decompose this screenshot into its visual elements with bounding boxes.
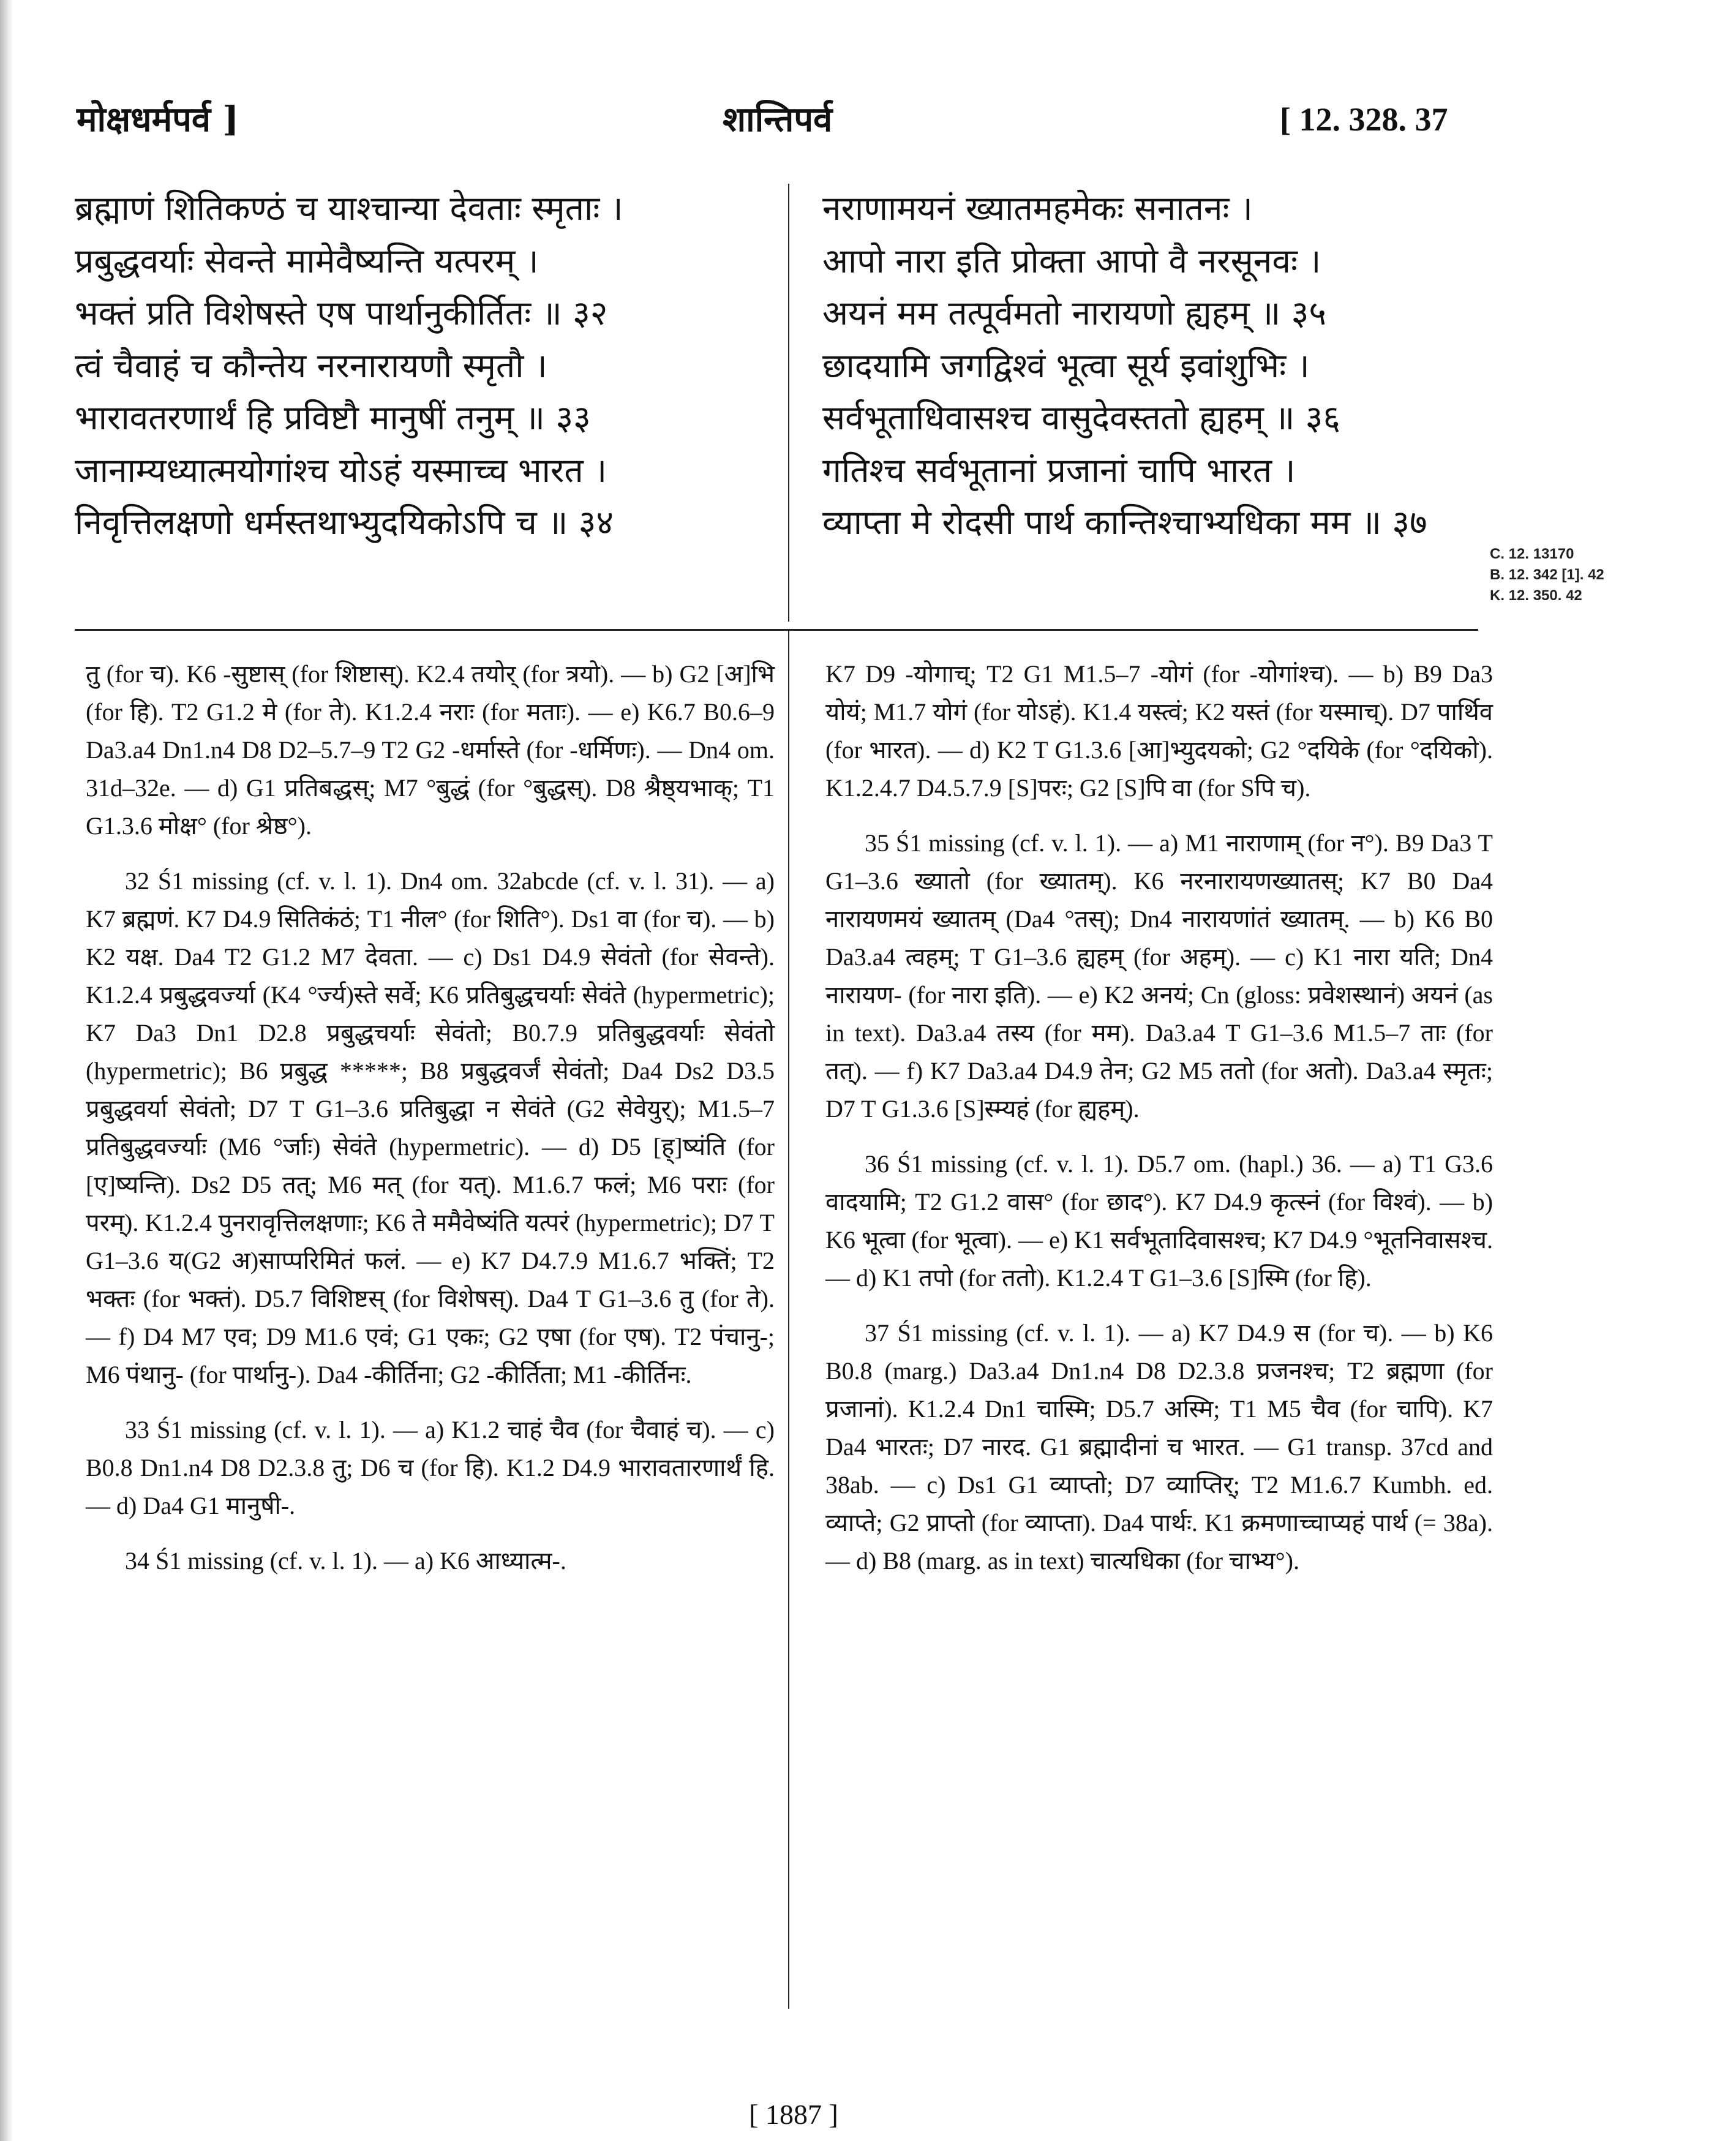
verse-line: भक्तं प्रति विशेषस्ते एष पार्थानुकीर्तितः ॥ ३२: [75, 293, 608, 333]
apparatus-column-right: [825, 655, 1493, 1597]
verse-line: व्याप्ता मे रोदसी पार्थ कान्तिश्चाभ्यधिका मम ॥ ३७: [822, 503, 1427, 542]
notes-column-divider: [788, 631, 789, 2009]
verse-line: छादयामि जगद्विश्वं भूत्वा सूर्य इवांशुभिः ।: [822, 345, 1310, 385]
verse-line: भारावतरणार्थं हि प्रविष्टौ मानुषीं तनुम् ॥ ३३: [75, 398, 591, 437]
apparatus-note: तु (for च). K6 -सुष्टास् (for शिष्टास्). K2.4 तयोर् (for त्रयो). — b) G2 [अ]भि (for हि). T2 G1.2 मे (for ते). K1.2.4 नराः (for मताः). — e) K6.7 B0.6–9 Da3.a4 Dn1.n4 D8 D2–5.7–9 T2 G2 -धर्मास्ते (for -धर्मिणः). — Dn4 om. 31d–32e. — d) G1 प्रतिबद्धस्; M7 °बुद्धं (for °बुद्धस्). D8 श्रैष्ठ्यभाक्; T1 G1.3.6 मोक्ष° (for श्रेष्ठ°).: [86, 660, 775, 840]
page-number: [ 1887 ]: [749, 2099, 838, 2130]
apparatus-note: 35 Ś1 missing (cf. v. l. 1). — a) M1 नाराणाम् (for न°). B9 Da3 T G1–3.6 ख्यातो (for ख्यातम्). K6 नरनारायणख्यातस्; K7 B0 Da4 नारायणमयं ख्यातम् (Da4 °तस्); Dn4 नारायणांतं ख्यातम्. — b) K6 B0 Da3.a4 त्वहम्; T G1–3.6 ह्यहम् (for अहम्). — c) K1 नारा यति; Dn4 नारायण- (for नारा इति). — e) K2 अनयं; Cn (gloss: प्रवेशस्थानं) अयनं (as in text). Da3.a4 तस्य (for मम). Da3.a4 T G1–3.6 M1.5–7 ताः (for तत्). — f) K7 Da3.a4 D4.9 तेन; G2 M5 ततो (for अतो). Da3.a4 स्मृतः; D7 T G1.3.6 [S]स्म्यहं (for ह्यहम्).: [825, 829, 1493, 1123]
verse-column-right: [822, 182, 1582, 549]
verse-line: जानाम्यध्यात्मयोगांश्च योऽहं यस्माच्च भारत ।: [75, 450, 607, 490]
running-head-right: [ 12. 328. 37: [1280, 101, 1448, 138]
verse-line: प्रबुद्धवर्याः सेवन्ते मामेवैष्यन्ति यत्परम् ।: [75, 241, 539, 280]
running-head-left: मोक्षधर्मपर्व ]: [77, 99, 239, 140]
verse-line: निवृत्तिलक्षणो धर्मस्तथाभ्युदयिकोऽपि च ॥ ३४: [75, 503, 614, 542]
verse-line: ब्रह्माणं शितिकण्ठं च याश्चान्या देवताः स्मृताः ।: [75, 189, 623, 228]
cross-reference: K. 12. 350. 42: [1490, 587, 1582, 604]
apparatus-column-left: [86, 655, 775, 1597]
text-notes-separator: [75, 629, 1478, 631]
verse-line: गतिश्च सर्वभूतानां प्रजानां चापि भारत ।: [822, 450, 1296, 490]
cross-reference: C. 12. 13170: [1490, 546, 1574, 562]
verse-line: सर्वभूताधिवासश्च वासुदेवस्ततो ह्यहम् ॥ ३६: [822, 398, 1340, 437]
verse-column-divider: [788, 184, 789, 622]
verse-line: त्वं चैवाहं च कौन्तेय नरनारायणौ स्मृतौ ।: [75, 345, 547, 385]
apparatus-note: 36 Ś1 missing (cf. v. l. 1). D5.7 om. (hapl.) 36. — a) T1 G3.6 वादयामि; T2 G1.2 वास° (for छाद°). K7 D4.9 कृत्स्नं (for विश्वं). — b) K6 भूत्वा (for भूत्वा). — e) K1 सर्वभूतादिवासश्च; K7 D4.9 °भूतनिवासश्च. — d) K1 तपो (for ततो). K1.2.4 T G1–3.6 [S]स्मि (for हि).: [825, 1150, 1493, 1292]
apparatus-note: 33 Ś1 missing (cf. v. l. 1). — a) K1.2 चाहं चैव (for चैवाहं च). — c) B0.8 Dn1.n4 D8 D2.3.8 तु; D6 च (for हि). K1.2 D4.9 भारावतारणार्थं हि. — d) Da4 G1 मानुषी-.: [86, 1416, 775, 1519]
apparatus-note: 32 Ś1 missing (cf. v. l. 1). Dn4 om. 32abcde (cf. v. l. 31). — a) K7 ब्रह्मणं. K7 D4.9 सितिकंठं; T1 नील° (for शिति°). Ds1 वा (for च). — b) K2 यक्ष. Da4 T2 G1.2 M7 देवता. — c) Ds1 D4.9 सेवंतो (for सेवन्ते). K1.2.4 प्रबुद्धवर्ज्या (K4 °र्ज्य)स्ते सर्वे; K6 प्रतिबुद्धचर्याः सेवंते (hypermetric); K7 Da3 Dn1 D2.8 प्रबुद्धचर्याः सेवंतो; B0.7.9 प्रतिबुद्धवर्याः सेवंतो (hypermetric); B6 प्रबुद्ध *****; B8 प्रबुद्धवर्जं सेवंतो; Da4 Ds2 D3.5 प्रबुद्धवर्या सेवंतो; D7 T G1–3.6 प्रतिबुद्धा न सेवंते (G2 सेवेयुर्); M1.5–7 प्रतिबुद्धवर्ज्याः (M6 °र्जाः) सेवंते (hypermetric). — d) D5 [ह्]ष्यंति (for [ए]ष्यन्ति). Ds2 D5 तत्; M6 मत् (for यत्). M1.6.7 फलं; M6 पराः (for परम्). K1.2.4 पुनरावृत्तिलक्षणाः; K6 ते ममैवेष्यंति यत्परं (hypermetric); D7 T G1–3.6 य(G2 अ)साप्परिमितं फलं. — e) K7 D4.7.9 M1.6.7 भक्तिं; T2 भक्तः (for भक्तं). D5.7 विशिष्टस् (for विशेषस्). Da4 T G1–3.6 तु (for ते). — f) D4 M7 एव; D9 M1.6 एवं; G1 एकः; G2 एषा (for एष). T2 पंचानु-; M6 पंथानु- (for पार्थानु-). Da4 -कीर्तिना; G2 -कीर्तिता; M1 -कीर्तिनः.: [86, 867, 775, 1388]
apparatus-note: 37 Ś1 missing (cf. v. l. 1). — a) K7 D4.9 स (for च). — b) K6 B0.8 (marg.) Da3.a4 Dn1.n4 D8 D2.3.8 प्रजनश्च; T2 ब्रह्मणा (for प्रजानां). K1.2.4 Dn1 चास्मि; D5.7 अस्मि; T1 M5 चैव (for चापि). K7 Da4 भारतः; D7 नारद. G1 ब्रह्मादीनां च भारत. — G1 transp. 37cd and 38ab. — c) Ds1 G1 व्याप्तो; D7 व्याप्तिर्; T2 M1.6.7 Kumbh. ed. व्याप्ते; G2 प्राप्तो (for व्याप्ता). Da4 पार्थः. K1 क्रमणाच्चाप्यहं पार्थ (= 38a). — d) B8 (marg. as in text) चात्यधिका (for चाभ्य°).: [825, 1319, 1493, 1575]
apparatus-note: K7 D9 -योगाच्; T2 G1 M1.5–7 -योगं (for -योगांश्च). — b) B9 Da3 योयं; M1.7 योगं (for योऽहं). K1.4 यस्त्वं; K2 यस्तं (for यस्माच्). D7 पार्थिव (for भारत). — d) K2 T G1.3.6 [आ]भ्युदयको; G2 °दयिके (for °दयिको). K1.2.4.7 D4.5.7.9 [S]परः; G2 [S]पि वा (for Sपि च).: [825, 660, 1493, 802]
cross-references: [1490, 544, 1604, 606]
scan-edge-shadow: [0, 0, 13, 2141]
apparatus-note: 34 Ś1 missing (cf. v. l. 1). — a) K6 आध्यात्म-.: [125, 1547, 566, 1575]
running-head-center: शान्तिपर्व: [723, 99, 833, 140]
verse-line: अयनं मम तत्पूर्वमतो नारायणो ह्यहम् ॥ ३५: [822, 293, 1326, 333]
verse-line: नराणामयनं ख्यातमहमेकः सनातनः ।: [822, 189, 1253, 228]
verse-line: आपो नारा इति प्रोक्ता आपो वै नरसूनवः ।: [822, 241, 1321, 280]
cross-reference: B. 12. 342 [1]. 42: [1490, 566, 1604, 583]
verse-column-left: [75, 182, 834, 549]
